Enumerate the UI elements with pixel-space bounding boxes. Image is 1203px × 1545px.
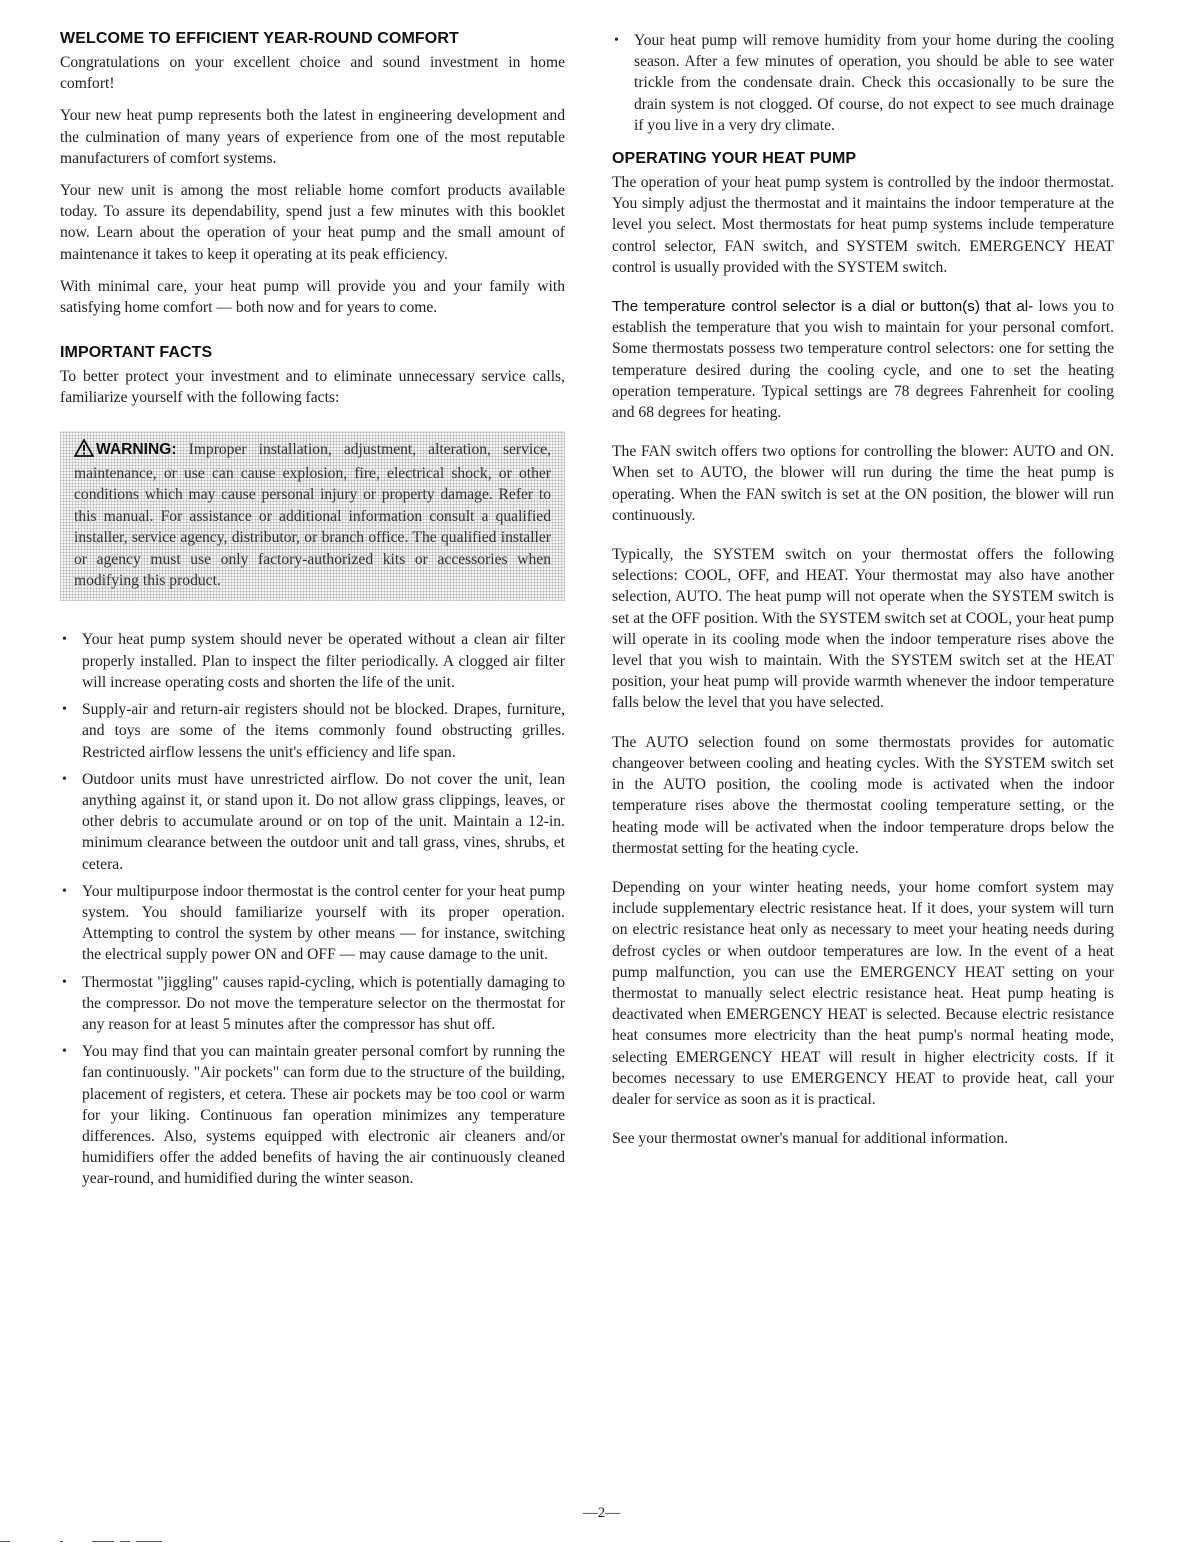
list-item: • Supply-air and return-air registers should not be blocked. Drapes, furniture, and toys are some of the items commonly found obstructing grilles. Restricted airflow lessens the unit's efficiency and life span. (60, 699, 565, 763)
welcome-paragraph: Your new unit is among the most reliable home comfort products available today. To assure its dependability, spend just a few minutes with this booklet now. Learn about the operation of your heat pump and the small amount of maintenance it takes to keep it operating at its peak efficiency. (60, 182, 565, 263)
welcome-paragraph: Your new heat pump represents both the latest in engineering development and the culmination of many years of experience from one of the most reputable manufacturers of comfort systems. (60, 107, 565, 167)
see-manual-paragraph: See your thermostat owner's manual for additional information. (612, 1130, 1009, 1148)
list-item: • Your heat pump will remove humidity from your home during the cooling season. After a few minutes of operation, you should be able to see water trickle from the condensate drain. Check this occasionally to be sure the drain system is not clogged. Of course, do not expect to see much drainage if you live in a very dry climate. (612, 30, 1114, 136)
list-item: • Your multipurpose indoor thermostat is the control center for your heat pump system. You should familiarize yourself with its proper operation. Attempting to control the system by other means — for instance, switching the electrical supply power ON and OFF — may cause damage to the unit. (60, 881, 565, 966)
list-item: • You may find that you can maintain greater personal comfort by running the fan continuously. "Air pockets" can form due to the structure of the building, placement of registers, et cetera. These air pockets may be too cool or warm for your liking. Continuous fan operation minimizes any temperature differences. Also, systems equipped with electronic air cleaners and/or humidifiers offer the added benefits of having the air continuously cleaned year-round, and humidified during the winter season. (60, 1041, 565, 1189)
list-item: • Your heat pump system should never be operated without a clean air filter properly installed. Plan to inspect the filter periodically. A clogged air filter will increase operating costs and shorten the life of the unit. (60, 629, 565, 693)
warning-label: WARNING: (96, 440, 177, 458)
facts-intro: To better protect your investment and to eliminate unnecessary service calls, familiarize yourself with the following facts: (60, 368, 565, 407)
right-column (612, 30, 1114, 1160)
welcome-heading: WELCOME TO EFFICIENT YEAR-ROUND COMFORT (60, 30, 459, 47)
warning-text: Improper installation, adjustment, alteration, service, maintenance, or use can cause explosion, fire, electrical shock, or other conditions which may cause personal injury or property damage. Refer to this manual. For assistance or additional information consult a qualified installer, service agency, distributor, or branch office. The qualified installer or agency must use only factory-authorized kits or accessories when modifying this product. (74, 440, 551, 590)
operating-heading: OPERATING YOUR HEAT PUMP (612, 150, 857, 168)
operating-intro: The operation of your heat pump system is controlled by the indoor thermostat. You simply adjust the thermostat and it maintains the indoor temperature at the level you select. Most thermostats for heat pump systems include temperature control selector, FAN switch, and SYSTEM switch. EMERGENCY HEAT control is usually provided with the SYSTEM switch. (612, 174, 1114, 276)
system-switch-paragraph: Typically, the SYSTEM switch on your thermostat offers the following selections: COOL, OFF, and HEAT. Your thermostat may also have another selection, AUTO. The heat pump will not operate when the SYSTEM switch is set at the OFF position. With the SYSTEM switch set at COOL, your heat pump will operate in its cooling mode when the indoor temperature rises above the level that you wish to maintain. With the SYSTEM switch set at the HEAT position, your heat pump will provide warmth whenever the indoor temperature falls below the level that you have selected. (612, 546, 1114, 712)
auto-selection-paragraph: The AUTO selection found on some thermostats provides for automatic changeover between cooling and heating cycles. With the SYSTEM switch set in the AUTO position, the cooling mode is activated when the indoor temperature rises above the thermostat cooling temperature setting, or the heating mode will be activated when the indoor temperature drops below the thermostat setting for the heating cycle. (612, 733, 1114, 857)
humidity-bullet-list (612, 30, 1114, 136)
welcome-paragraph: Congratulations on your excellent choice and sound investment in home comfort! (60, 54, 565, 93)
list-item: • Thermostat "jiggling" causes rapid-cycling, which is potentially damaging to the compressor. Do not move the temperature selector on the thermostat for any reason for at least 5 minutes after the compressor has shut off. (60, 972, 565, 1036)
temperature-control-lead: The temperature control selector is a dial or button(s) that al- (612, 298, 1034, 316)
temperature-control-paragraph (612, 296, 1114, 423)
scan-artifact-marks (0, 1538, 170, 1544)
left-column (60, 30, 565, 1196)
list-item: • Outdoor units must have unrestricted airflow. Do not cover the unit, lean anything against it, or stand upon it. Do not allow grass clippings, leaves, or other debris to accumulate around or on top of the unit. Maintain a 12-in. minimum clearance between the outdoor unit and tall grass, vines, shrubs, et cetera. (60, 769, 565, 875)
fan-switch-paragraph: The FAN switch offers two options for controlling the blower: AUTO and ON. When set to AUTO, the blower will run during the time the heat pump is operating. When the FAN switch is set at the ON position, the blower will run continuously. (612, 443, 1114, 524)
important-facts-list (60, 629, 565, 1189)
welcome-paragraph: With minimal care, your heat pump will provide you and your family with satisfying home comfort — both now and for years to come. (60, 277, 565, 317)
warning-triangle-icon (74, 439, 94, 463)
page-number: —2— (582, 1505, 621, 1521)
important-facts-heading: IMPORTANT FACTS (60, 344, 213, 362)
warning-box (60, 431, 565, 602)
temperature-control-text: lows you to establish the temperature that you wish to maintain for your personal comfort. Some thermostats possess two temperature control selectors: one for setting the temperature desired during the cooling cycle, and one to set the heating operation temperature. Typical settings are 78 degrees Fahrenheit for cooling and 68 degrees for heating. (612, 298, 1114, 422)
emergency-heat-paragraph: Depending on your winter heating needs, your home comfort system may include supplementary electric resistance heat. If it does, your system will turn on electric resistance heat only as necessary to meet your heating needs during defrost cycles or when outdoor temperatures are low. In the event of a heat pump malfunction, you can use the EMERGENCY HEAT setting on your thermostat to manually select electric resistance heat. Heat pump heating is deactivated when EMERGENCY HEAT is selected. Because electric resistance heat consumes more electricity than the heat pump's normal heating mode, selecting EMERGENCY HEAT will result in higher electricity costs. If it becomes necessary to use EMERGENCY HEAT to provide heat, call your dealer for service as soon as it is practical. (612, 878, 1114, 1108)
